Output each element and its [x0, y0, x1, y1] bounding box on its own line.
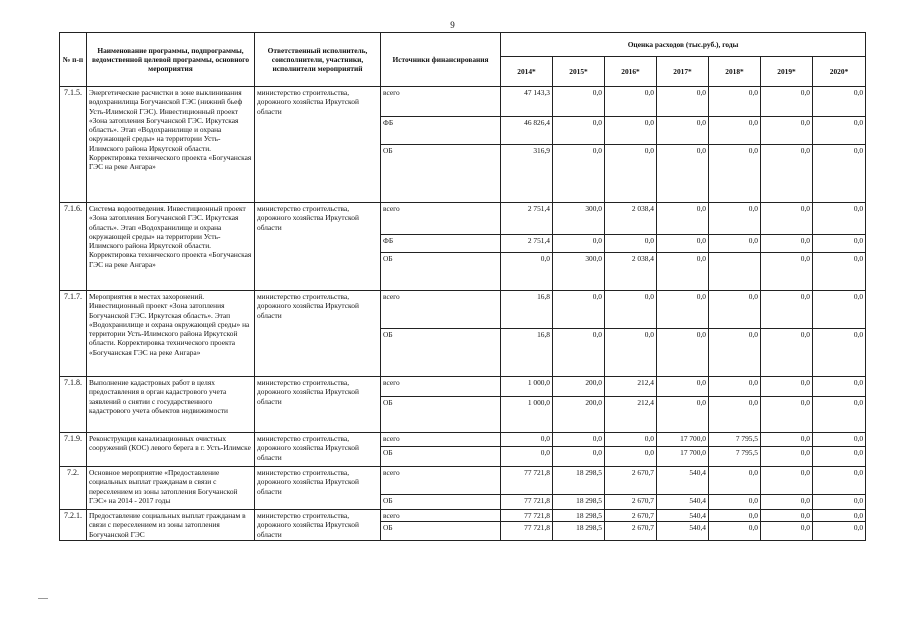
value-cell: 0,0	[761, 510, 813, 522]
row-code: 7.2.	[60, 467, 87, 510]
header-year: 2015*	[553, 57, 605, 87]
expenditure-table	[59, 32, 866, 541]
value-cell: 0,0	[553, 329, 605, 377]
row-source: ФБ	[381, 235, 501, 253]
value-cell: 0,0	[813, 377, 866, 397]
value-cell: 0,0	[553, 235, 605, 253]
value-cell: 0,0	[657, 87, 709, 117]
value-cell: 2 670,7	[605, 467, 657, 495]
value-cell: 0,0	[813, 253, 866, 291]
value-cell: 0,0	[553, 117, 605, 145]
value-cell: 1 000,0	[501, 377, 553, 397]
value-cell: 0,0	[813, 495, 866, 510]
value-cell: 0,0	[761, 522, 813, 541]
value-cell: 0,0	[553, 433, 605, 447]
value-cell: 17 700,0	[657, 433, 709, 447]
value-cell: 7 795,5	[709, 433, 761, 447]
value-cell: 2 038,4	[605, 203, 657, 235]
value-cell: 0,0	[761, 447, 813, 467]
row-source: всего	[381, 467, 501, 495]
value-cell: 0,0	[657, 235, 709, 253]
page-number: 9	[450, 20, 455, 30]
value-cell: 0,0	[657, 397, 709, 433]
value-cell: 2 670,7	[605, 510, 657, 522]
row-executor: министерство строительства, дорожного хозяйства Иркутской области	[255, 203, 381, 291]
value-cell: 316,9	[501, 145, 553, 203]
value-cell: 0,0	[709, 397, 761, 433]
value-cell: 0,0	[605, 329, 657, 377]
row-executor: министерство строительства, дорожного хозяйства Иркутской области	[255, 291, 381, 377]
header-source: Источники финансирования	[381, 33, 501, 87]
value-cell: 16,8	[501, 291, 553, 329]
value-cell: 18 298,5	[553, 495, 605, 510]
value-cell: 0,0	[761, 329, 813, 377]
row-source: ФБ	[381, 117, 501, 145]
value-cell: 0,0	[553, 291, 605, 329]
value-cell: 0,0	[761, 235, 813, 253]
row-code: 7.1.7.	[60, 291, 87, 377]
value-cell: 0,0	[761, 397, 813, 433]
value-cell: 17 700,0	[657, 447, 709, 467]
value-cell: 0,0	[813, 397, 866, 433]
value-cell: 0,0	[813, 467, 866, 495]
value-cell: 16,8	[501, 329, 553, 377]
table-row	[60, 467, 866, 495]
value-cell: 77 721,8	[501, 510, 553, 522]
value-cell: 0,0	[605, 117, 657, 145]
value-cell: 212,4	[605, 397, 657, 433]
value-cell: 0,0	[709, 87, 761, 117]
value-cell: 18 298,5	[553, 467, 605, 495]
value-cell: 200,0	[553, 377, 605, 397]
value-cell: 0,0	[709, 145, 761, 203]
value-cell: 0,0	[761, 117, 813, 145]
value-cell: 0,0	[813, 510, 866, 522]
value-cell: 0,0	[657, 253, 709, 291]
header-year: 2014*	[501, 57, 553, 87]
row-source: ОБ	[381, 329, 501, 377]
table-row	[60, 203, 866, 235]
row-name: Предоставление социальных выплат гражданам в связи с переселением из зоны затопления Богучанской ГЭС	[87, 510, 255, 541]
value-cell: 0,0	[709, 495, 761, 510]
value-cell: 18 298,5	[553, 522, 605, 541]
row-name: Реконструкция канализационных очистных сооружений (КОС) левого берега в г. Усть-Илимске	[87, 433, 255, 467]
header-name: Наименование программы, подпрограммы, ведомственной целевой программы, основного мероприятия	[87, 33, 255, 87]
value-cell: 300,0	[553, 203, 605, 235]
row-source: всего	[381, 377, 501, 397]
row-code: 7.1.5.	[60, 87, 87, 203]
value-cell: 0,0	[709, 522, 761, 541]
value-cell: 0,0	[605, 145, 657, 203]
header-num: № п-п	[60, 33, 87, 87]
header-executor: Ответственный исполнитель, соисполнители, участники, исполнители мероприятий	[255, 33, 381, 87]
table-row	[60, 291, 866, 329]
row-name: Основное мероприятие «Предоставление социальных выплат гражданам в связи с переселением из зоны затопления Богучанской ГЭС» на 2014 - 2017 годы	[87, 467, 255, 510]
row-source: ОБ	[381, 522, 501, 541]
value-cell: 0,0	[813, 203, 866, 235]
value-cell: 0,0	[761, 87, 813, 117]
value-cell: 77 721,8	[501, 495, 553, 510]
header-year: 2018*	[709, 57, 761, 87]
row-source: ОБ	[381, 253, 501, 291]
value-cell: 0,0	[709, 510, 761, 522]
header-year: 2016*	[605, 57, 657, 87]
value-cell: 0,0	[657, 203, 709, 235]
value-cell: 0,0	[553, 447, 605, 467]
value-cell: 540,4	[657, 522, 709, 541]
row-source: ОБ	[381, 495, 501, 510]
value-cell: 0,0	[709, 329, 761, 377]
value-cell: 2 038,4	[605, 253, 657, 291]
value-cell: 0,0	[657, 291, 709, 329]
row-name: Энергетические расчистки в зоне выклинивания водохранилища Богучанской ГЭС (нижний бьеф Усть-Илимской ГЭС). Инвестиционный проект «Зона затопления Богучанской ГЭС. Иркутская область». Этап «Водохранилище и охрана окружающей среды» на территории Усть-Илимского района Иркутской области. Корректировка технического проекта «Богучанская ГЭС на реке Ангара»	[87, 87, 255, 203]
row-executor: министерство строительства, дорожного хозяйства Иркутской области	[255, 377, 381, 433]
row-source: ОБ	[381, 447, 501, 467]
value-cell: 0,0	[605, 291, 657, 329]
value-cell: 212,4	[605, 377, 657, 397]
value-cell: 77 721,8	[501, 467, 553, 495]
value-cell: 0,0	[501, 433, 553, 447]
value-cell: 0,0	[761, 253, 813, 291]
value-cell: 0,0	[761, 377, 813, 397]
value-cell: 0,0	[761, 291, 813, 329]
value-cell: 0,0	[553, 145, 605, 203]
value-cell: 0,0	[605, 447, 657, 467]
value-cell: 0,0	[813, 329, 866, 377]
value-cell: 2 751,4	[501, 235, 553, 253]
value-cell: 0,0	[813, 235, 866, 253]
value-cell: 0,0	[605, 235, 657, 253]
margin-mark	[38, 598, 48, 599]
value-cell: 0,0	[761, 495, 813, 510]
value-cell: 0,0	[553, 87, 605, 117]
row-code: 7.1.6.	[60, 203, 87, 291]
value-cell: 0,0	[709, 117, 761, 145]
value-cell: 0,0	[709, 203, 761, 235]
value-cell: 0,0	[657, 145, 709, 203]
row-executor: министерство строительства, дорожного хозяйства Иркутской области	[255, 467, 381, 510]
row-code: 7.1.8.	[60, 377, 87, 433]
row-name: Система водоотведения. Инвестиционный проект «Зона затопления Богучанской ГЭС. Иркутская область». Этап «Водохранилище и охрана окружающей среды» на территории Усть-Илимского района Иркутской области. Корректировка технического проекта «Богучанская ГЭС на реке Ангара»	[87, 203, 255, 291]
row-source: всего	[381, 203, 501, 235]
table-row	[60, 87, 866, 117]
row-name: Выполнение кадастровых работ в целях предоставления в орган кадастрового учета заявлений о снятии с государственного кадастрового учета объектов недвижимости	[87, 377, 255, 433]
value-cell: 0,0	[813, 522, 866, 541]
value-cell: 0,0	[761, 203, 813, 235]
row-source: всего	[381, 433, 501, 447]
value-cell: 0,0	[709, 467, 761, 495]
value-cell: 540,4	[657, 467, 709, 495]
value-cell: 0,0	[813, 145, 866, 203]
value-cell: 0,0	[657, 117, 709, 145]
value-cell: 0,0	[605, 87, 657, 117]
row-executor: министерство строительства, дорожного хозяйства Иркутской области	[255, 87, 381, 203]
value-cell: 0,0	[761, 433, 813, 447]
header-estimate: Оценка расходов (тыс.руб.), годы	[501, 33, 866, 57]
value-cell: 1 000,0	[501, 397, 553, 433]
table-row	[60, 510, 866, 522]
row-source: всего	[381, 510, 501, 522]
value-cell: 0,0	[761, 145, 813, 203]
row-code: 7.2.1.	[60, 510, 87, 541]
value-cell: 0,0	[813, 447, 866, 467]
value-cell: 540,4	[657, 510, 709, 522]
value-cell: 540,4	[657, 495, 709, 510]
row-source: всего	[381, 291, 501, 329]
value-cell	[709, 253, 761, 291]
value-cell: 0,0	[709, 377, 761, 397]
value-cell: 0,0	[657, 329, 709, 377]
header-year: 2020*	[813, 57, 866, 87]
row-executor: министерство строительства, дорожного хозяйства Иркутской области	[255, 433, 381, 467]
value-cell: 0,0	[813, 291, 866, 329]
value-cell: 77 721,8	[501, 522, 553, 541]
value-cell: 0,0	[605, 433, 657, 447]
header-year: 2019*	[761, 57, 813, 87]
value-cell: 0,0	[501, 253, 553, 291]
value-cell: 2 751,4	[501, 203, 553, 235]
value-cell: 0,0	[813, 117, 866, 145]
value-cell: 0,0	[657, 377, 709, 397]
value-cell: 0,0	[709, 235, 761, 253]
row-source: ОБ	[381, 145, 501, 203]
table-row	[60, 377, 866, 397]
row-name: Мероприятия в местах захоронений. Инвестиционный проект «Зона затопления Богучанской ГЭС. Иркутская область». Этап «Водохранилище и охрана окружающей среды» на территории Усть-Илимского района Иркутской области. Корректировка технического проекта «Богучанская ГЭС на реке Ангара»	[87, 291, 255, 377]
value-cell: 7 795,5	[709, 447, 761, 467]
header-year: 2017*	[657, 57, 709, 87]
value-cell: 46 826,4	[501, 117, 553, 145]
value-cell: 200,0	[553, 397, 605, 433]
value-cell: 2 670,7	[605, 522, 657, 541]
table-row	[60, 433, 866, 447]
row-code: 7.1.9.	[60, 433, 87, 467]
row-executor: министерство строительства, дорожного хозяйства Иркутской области	[255, 510, 381, 541]
value-cell: 0,0	[813, 87, 866, 117]
row-source: ОБ	[381, 397, 501, 433]
value-cell: 0,0	[709, 291, 761, 329]
value-cell: 2 670,7	[605, 495, 657, 510]
value-cell: 47 143,3	[501, 87, 553, 117]
value-cell: 300,0	[553, 253, 605, 291]
value-cell: 0,0	[501, 447, 553, 467]
value-cell: 18 298,5	[553, 510, 605, 522]
row-source: всего	[381, 87, 501, 117]
value-cell: 0,0	[761, 467, 813, 495]
value-cell: 0,0	[813, 433, 866, 447]
